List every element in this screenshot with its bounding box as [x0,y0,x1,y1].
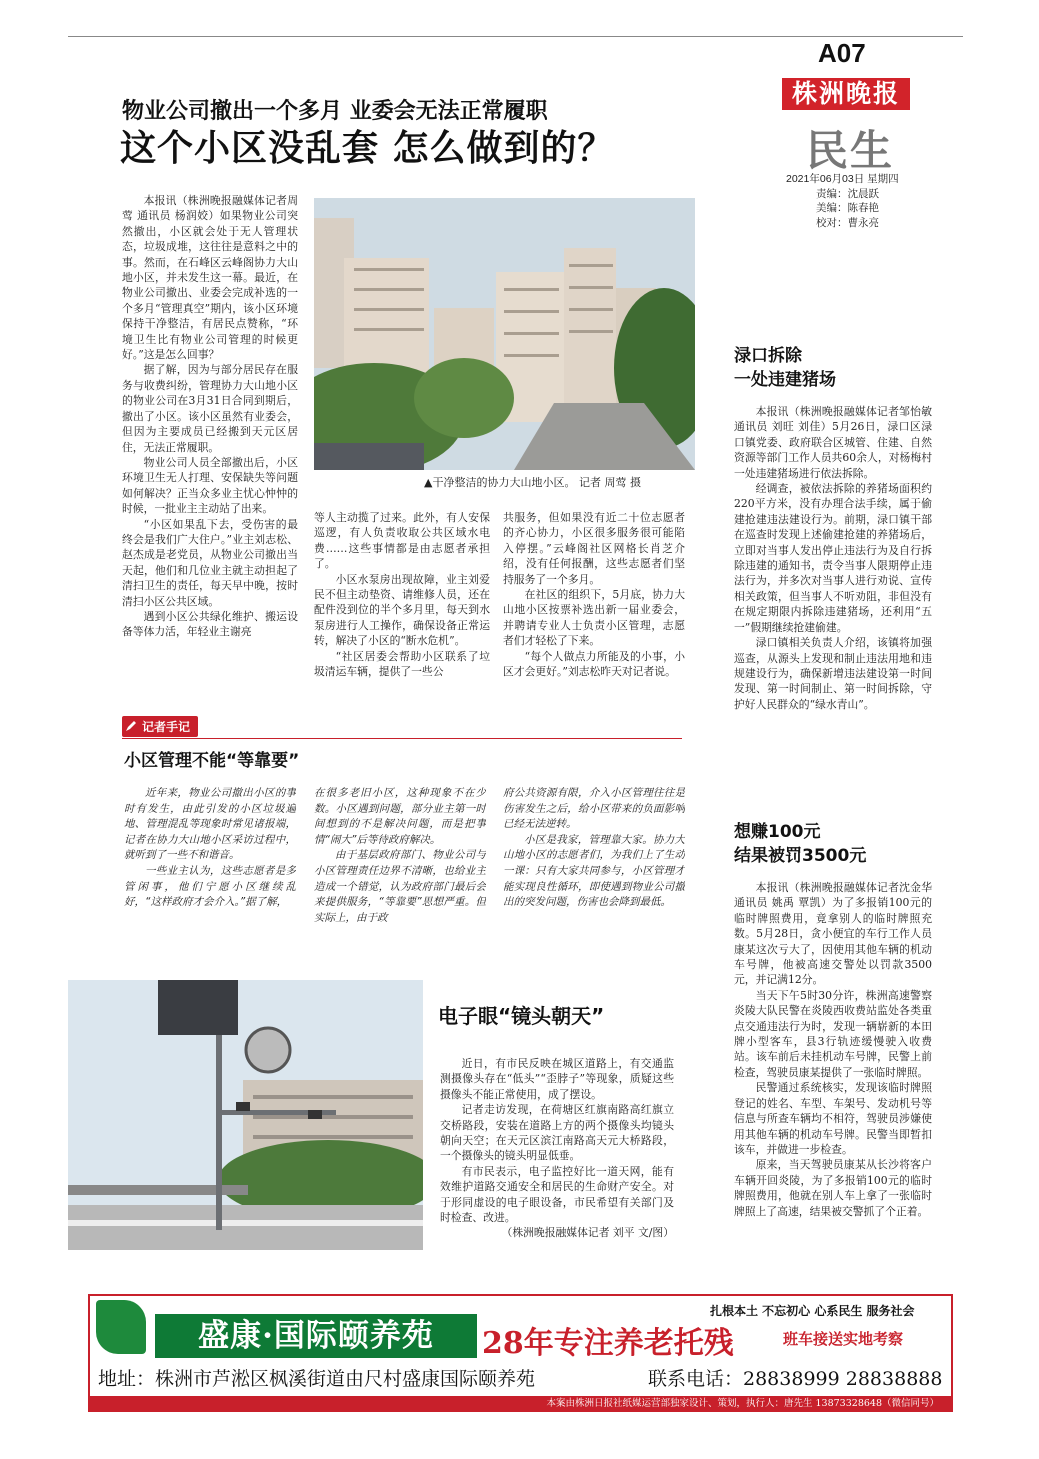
commentary-col3 [503,786,685,936]
proofreader-credit: 校对：曹永亮 [816,216,879,229]
byline: （株洲晚报融媒体记者 刘平 文/图） [501,1226,674,1240]
main-story-col3 [503,510,685,705]
main-kicker: 物业公司撤出一个多月 业委会无法正常履职 [122,98,548,124]
main-story-col2 [314,510,490,705]
editor-credit: 责编：沈晨跃 [816,187,879,200]
paragraph: 小区水泵房出现故障，业主刘爱民不但主动垫资、请维修人员，还在配件没到位的半个多月里，每天到水泵房进行人工操作，确保设备正常运转，解决了小区的“断水危机”。 [314,572,490,648]
paragraph: 在很多老旧小区，这种现象不在少数。小区遇到问题，部分业主第一时间想到的不是解决问题，而是把事情“闹大”后等待政府解决。 [314,787,486,846]
pig-farm-title-line2: 一处违建猪场 [734,370,836,390]
pen-icon [124,718,138,732]
designer-credit: 美编：陈春艳 [816,202,879,214]
paragraph: 有市民表示，电子监控好比一道天网，能有效维护道路交通安全和居民的生命财产安全。对于形同虚设的电子眼设备，市民希望有关部门及时检查、改进。 [440,1164,674,1225]
paragraph: 本报讯（株洲晚报融媒体记者沈金华 通讯员 姚禹 覃凯）为了多报销100元的临时牌照费用，竟拿别人的临时牌照充数。5月28日，贪小便宜的车行工作人员康某这次亏大了，因使用其他车辆的机动车号牌，他被高速交警处以罚款3500元，并记满12分。 [734,881,932,987]
paragraph: 记者走访发现，在荷塘区红旗南路高红旗立交桥路段，安装在道路上方的两个摄像头均镜头朝向天空；在天元区滨江南路高天元大桥路段，一个摄像头的镜头明显低垂。 [440,1103,674,1163]
paragraph: 府公共资源有限，介入小区管理往往是伤害发生之后，给小区带来的负面影响已经无法逆转。 [503,787,685,831]
section-name: 民生 [806,126,895,175]
paragraph: 物业公司人员全部撤出后，小区环境卫生无人打理、安保缺失等问题如何解决？正当众多业主忧心忡忡的时候，一批业主主动站了出来。 [122,455,298,516]
paragraph: 等人主动揽了过来。此外，有人安保巡逻，有人负责收取公共区域水电费……这些事情都是由志愿者承担了。 [314,511,490,571]
pig-farm-body [734,404,932,784]
fine-story-title-line2: 结果被罚3500元 [734,846,867,866]
residential-photo-drawing [314,198,695,470]
commentary-rule [122,738,682,739]
paper-logo: 株洲晚报 [782,78,910,110]
main-headline: 这个小区没乱套 怎么做到的？ [120,127,615,169]
hand-logo-icon [96,1300,146,1354]
paragraph: 原来，当天驾驶员康某从长沙将客户车辆开回炎陵，为了多报销100元的临时牌照费用，他就在别人车上拿了一张临时牌照上了高速，结果被交警抓了个正着。 [734,1158,932,1218]
main-story-col1 [122,193,298,703]
commentary-title: 小区管理不能“等靠要” [124,751,300,771]
pig-farm-title [734,344,836,392]
residential-photo-caption: ▲干净整洁的协力大山地小区。 记者 周莺 摄 [424,476,641,489]
commentary-col2 [314,786,486,936]
ad-sub-slogan: 班车接送实地考察 [783,1330,904,1348]
paragraph: 渌口镇相关负责人介绍，该镇将加强巡查，从源头上发现和制止违法用地和违规建设行为，确保新增违法建设第一时间发现、第一时间制止、第一时间拆除，守护好人民群众的“绿水青山”。 [734,636,932,711]
fine-story-title-line1: 想赚100元 [734,822,821,842]
paragraph: 在社区的组织下，5月底，协力大山地小区按票补选出新一届业委会，并聘请专业人士负责小区管理，志愿者们才轻松了下来。 [503,588,685,648]
paragraph: 一些业主认为，这些志愿者是多管闲事，他们宁愿小区继续乱好，“这样政府才会介入。”据了解， [124,864,296,909]
ad-motto: 扎根本土 不忘初心 心系民生 服务社会 [710,1304,915,1318]
fine-story-title [734,820,866,868]
commentary-badge: 记者手记 [122,716,198,737]
camera-photo [68,980,423,1250]
ad-address: 地址：株洲市芦淞区枫溪街道由尺村盛康国际颐养苑 [98,1368,536,1390]
ad-phone: 联系电话：28838999 28838888 [648,1368,943,1390]
paragraph: 本报讯（株洲晚报融媒体记者邹怡敏 通讯员 刘旺 刘佳）5月26日，渌口区渌口镇党委、政府联合区城管、住建、自然资源等部门工作人员共60余人，对杨梅村一处违建猪场进行依法拆除。 [734,405,932,480]
paragraph: 据了解，因为与部分居民存在服务与收费纠纷，管理协力大山地小区的物业公司在3月31日合同到期后，撤出了小区。该小区虽然有业委会，但因为主要成员已经搬到天元区居住，无法正常履职。 [122,363,298,454]
commentary-col1 [124,786,296,936]
page-number: A07 [818,38,866,68]
paragraph: 当天下午5时30分许，株洲高速警察炎陵大队民警在炎陵西收费站监处各类重点交通违法行为时，发现一辆崭新的本田牌小型客车，县3行轨迹缓慢驶入收费站。该车前后未挂机动车号牌，民警上前检查，驾驶员康某提供了一张临时牌照。 [734,988,932,1079]
paragraph: 民警通过系统核实，发现该临时牌照登记的姓名、车型、车架号、发动机号等信息与所查车辆均不相符，驾驶员涉嫌使用其他车辆的机动车号牌。民警当即暂扣该车，并做进一步检查。 [734,1081,932,1156]
paragraph: “小区如果乱下去，受伤害的最终会是我们广大住户。”业主刘志松、赵杰成是老党员，从物业公司撤出当天起，他们和几位业主就主动担起了清扫卫生的责任，每天早中晚，按时清扫小区公共区域。 [122,517,298,608]
paragraph: 共服务，但如果没有近二十位志愿者的齐心协力，小区很多服务很可能陷入停摆。”云峰阁社区网格长肖芝介绍，没有任何报酬，这些志愿者们坚持服务了一个多月。 [503,511,685,586]
ad-footer-text: 本案由株洲日报社纸媒运营部独家设计、策划，执行人：唐先生 13873328648（微信同号） [546,1398,939,1409]
paragraph: 经调查，被依法拆除的养猪场面积约220平方米，没有办理合法手续，属于偷建抢建违法建设行为。前期，渌口镇干部在巡查时发现上述偷建抢建的养猪场后，立即对当事人发出停止违法行为及自行拆除违建的通知书，责令当事人限期停止违法行为，并多次对当事人进行劝说、宣传相关政策，但当事人不听劝阻，非但没有在规定期限内拆除违建猪场，还利用“五一”假期继续抢建偷建。 [734,482,932,634]
fine-story-body [734,880,932,1260]
camera-photo-drawing [68,980,423,1250]
paragraph: 近日，有市民反映在城区道路上，有交通监测摄像头存在“低头”“歪脖子”等现象，质疑这些摄像头不能正常使用，成了摆设。 [440,1057,674,1101]
pig-farm-title-line1: 渌口拆除 [734,346,802,366]
paragraph: 小区是我家，管理靠大家。协力大山地小区的志愿者们，为我们上了生动一课：只有大家共同参与，小区管理才能实现良性循环，即使遇到物业公司撤出的突发问题，伤害也会降到最低。 [503,833,685,909]
top-rule [68,36,963,37]
ad-brand-name: 盛康·国际颐养苑 [155,1314,477,1358]
ad-slogan: 28年专注养老托残 [482,1326,734,1361]
issue-meta [786,172,899,230]
camera-story-title: 电子眼“镜头朝天” [438,1004,605,1028]
paragraph: 近年来，物业公司撤出小区的事时有发生，由此引发的小区垃圾遍地、管理混乱等现象时常见诸报端，记者在协力大山地小区采访过程中，就听到了一些不和谐音。 [124,787,296,862]
paragraph: 本报讯（株洲晚报融媒体记者周莺 通讯员 杨润姣）如果物业公司突然撤出，小区就会处于无人管理状态，垃圾成堆，这往往是意料之中的事。然而，在石峰区云峰阁协力大山地小区，并未发生这一幕。最近，在物业公司撤出、业委会完成补选的一个多月“管理真空”期内，该小区环境保持干净整洁，有居民点赞称，“环境卫生比有物业公司管理的时候更好。”这是怎么回事？ [122,194,298,362]
paragraph: “社区居委会帮助小区联系了垃圾清运车辆，提供了一些公 [314,649,490,679]
residential-photo [314,198,695,470]
camera-story-body [440,1056,674,1246]
issue-date: 2021年06月03日 星期四 [786,173,899,185]
paragraph: 遇到小区公共绿化维护、搬运设备等体力活，年轻业主谢亮 [122,609,298,639]
paragraph: “每个人做点力所能及的小事，小区才会更好。”刘志松昨天对记者说。 [503,649,685,679]
ad-footer [88,1396,953,1412]
paragraph: 由于基层政府部门、物业公司与小区管理责任边界不清晰，也给业主造成一个错觉，认为政府部门最后会来提供服务，“等靠要”思想严重。但实际上，由于政 [314,849,486,924]
